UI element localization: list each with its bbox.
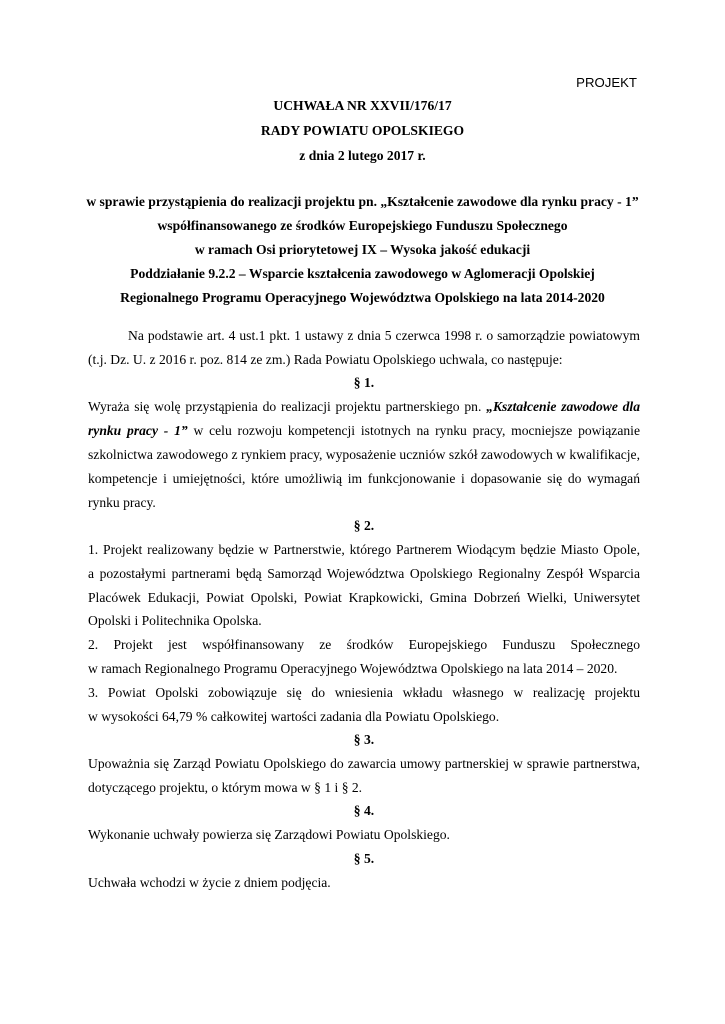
section-1-line-1: [88, 399, 640, 415]
section-2-p1-line-3: Placówek Edukacji, Powiat Opolski, Powiat Krapkowicki, Gmina Dobrzeń Wielki, Uniwersytet: [88, 590, 640, 605]
subject-line-3: w ramach Osi priorytetowej IX – Wysoka jakość edukacji: [194, 242, 531, 257]
section-1-line-5: rynku pracy.: [88, 495, 156, 510]
section-3-line-2: dotyczącego projektu, o którym mowa w § 1 i § 2.: [88, 780, 363, 795]
section-5-line-1: Uchwała wchodzi w życie z dniem podjęcia.: [88, 875, 331, 890]
section-1-line-4: kompetencje i umiejętności, które umożliwią im funkcjonowanie i dopasowanie się do wymagań: [88, 471, 640, 486]
section-1-line-2: [88, 423, 640, 439]
section-1-heading: § 1.: [353, 375, 375, 390]
subject-line-5: Regionalnego Programu Operacyjnego Województwa Opolskiego na lata 2014-2020: [120, 290, 605, 305]
section-3-line-1: Upoważnia się Zarząd Powiatu Opolskiego do zawarcia umowy partnerskiej w sprawie partnerstwa,: [88, 756, 640, 771]
subject-line-4: Poddziałanie 9.2.2 – Wsparcie kształcenia zawodowego w Aglomeracji Opolskiej: [130, 266, 595, 281]
section-2-p3-line-2: w wysokości 64,79 % całkowitej wartości zadania dla Powiatu Opolskiego.: [88, 709, 500, 724]
section-2-p3-line-1: 3. Powiat Opolski zobowiązuje się do wniesienia wkładu własnego w realizację projektu: [88, 685, 640, 700]
preamble-line-1: Na podstawie art. 4 ust.1 pkt. 1 ustawy z dnia 5 czerwca 1998 r. o samorządzie powiatowym: [128, 328, 640, 343]
preamble-line-2: (t.j. Dz. U. z 2016 r. poz. 814 ze zm.) Rada Powiatu Opolskiego uchwala, co następuje:: [88, 352, 563, 367]
section-2-p1-line-1: 1. Projekt realizowany będzie w Partnerstwie, którego Partnerem Wiodącym będzie Miasto Opole,: [88, 542, 640, 557]
section-2-p1-line-2: a pozostałymi partnerami będą Samorząd Województwa Opolskiego Regionalny Zespół Wsparcia: [88, 566, 640, 581]
subject-line-2: współfinansowanego ze środków Europejskiego Funduszu Społecznego: [157, 218, 568, 233]
resolution-date: z dnia 2 lutego 2017 r.: [299, 148, 426, 163]
section-1-line-3: szkolnictwa zawodowego z rynkiem pracy, wyposażenie uczniów szkół zawodowych w kwalifikacje,: [88, 447, 640, 462]
council-name: RADY POWIATU OPOLSKIEGO: [260, 123, 465, 138]
section-2-heading: § 2.: [353, 518, 375, 533]
section-4-line-1: Wykonanie uchwały powierza się Zarządowi Powiatu Opolskiego.: [88, 827, 450, 842]
section-2-p1-line-4: Opolski i Politechnika Opolska.: [88, 613, 262, 628]
section-1-intro: Wyraża się wolę przystąpienia do realizacji projektu partnerskiego pn.: [88, 399, 482, 414]
project-title-part-2: rynku pracy - 1”: [88, 423, 188, 438]
section-3-heading: § 3.: [353, 732, 375, 747]
project-title-part-1: „Kształcenie zawodowe dla: [486, 399, 641, 414]
section-2-p2-line-1: 2. Projekt jest współfinansowany ze środków Europejskiego Funduszu Społecznego: [88, 637, 640, 652]
section-5-heading: § 5.: [353, 851, 375, 866]
section-2-p2-line-2: w ramach Regionalnego Programu Operacyjnego Województwa Opolskiego na lata 2014 – 2020.: [88, 661, 618, 676]
subject-line-1: w sprawie przystąpienia do realizacji projektu pn. „Kształcenie zawodowe dla rynku pracy - 1”: [86, 194, 639, 209]
projekt-label: PROJEKT: [576, 75, 637, 90]
resolution-number: UCHWAŁA NR XXVII/176/17: [273, 98, 452, 113]
section-4-heading: § 4.: [353, 803, 375, 818]
section-1-purpose: w celu rozwoju kompetencji istotnych na rynku pracy, mocniejsze powiązanie: [193, 423, 640, 438]
